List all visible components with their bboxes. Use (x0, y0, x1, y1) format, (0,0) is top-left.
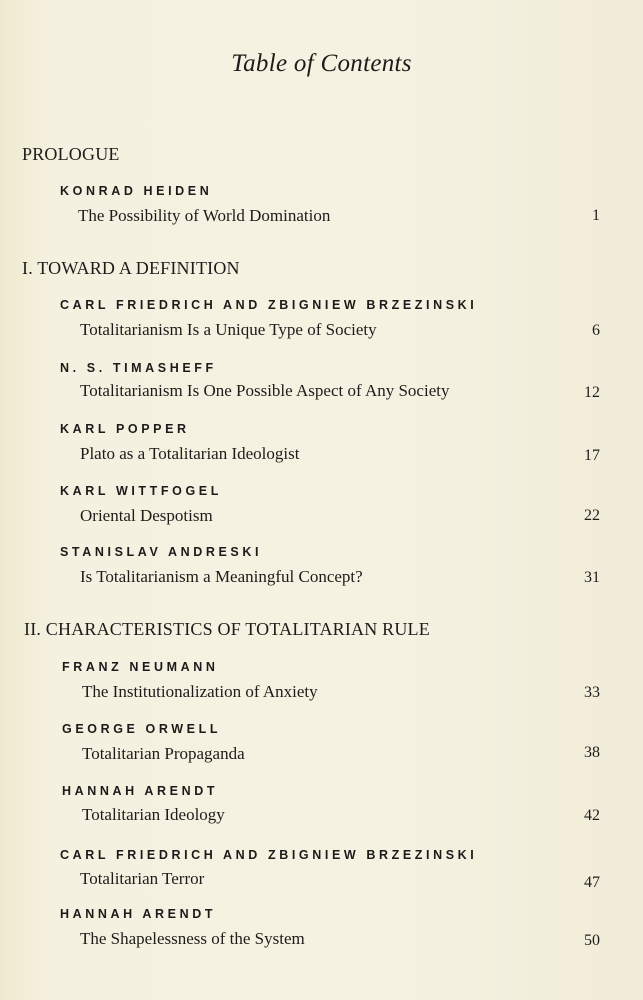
entry-title[interactable]: Totalitarian Ideology (82, 805, 225, 824)
entry-title[interactable]: Totalitarian Terror (80, 869, 205, 888)
entry-author: KARL WITTFOGEL (60, 484, 222, 498)
entry-title[interactable]: Oriental Despotism (80, 506, 213, 525)
entry-author: FRANZ NEUMANN (62, 660, 219, 674)
entry-title[interactable]: Totalitarian Propaganda (82, 744, 245, 763)
entry-author: CARL FRIEDRICH AND ZBIGNIEW BRZEZINSKI (60, 298, 478, 312)
entry-author: STANISLAV ANDRESKI (60, 545, 263, 559)
entry-page-number: 38 (584, 744, 600, 761)
entry-title[interactable]: Totalitarianism Is a Unique Type of Society (80, 320, 377, 339)
entry-author: HANNAH ARENDT (60, 907, 217, 921)
entry-author: CARL FRIEDRICH AND ZBIGNIEW BRZEZINSKI (60, 848, 478, 862)
entry-title[interactable]: The Institutionalization of Anxiety (82, 682, 318, 701)
entry-title[interactable]: Totalitarianism Is One Possible Aspect of Any Society (80, 381, 450, 400)
entry-title[interactable]: The Shapelessness of the System (80, 929, 305, 948)
entry-page-number: 50 (584, 932, 600, 949)
entry-author: KARL POPPER (60, 422, 190, 436)
section-heading-toward-a-definition: I. TOWARD A DEFINITION (22, 258, 240, 278)
entry-author: HANNAH ARENDT (62, 784, 219, 798)
entry-page-number: 17 (584, 447, 600, 464)
section-heading-prologue: PROLOGUE (22, 144, 120, 164)
entry-page-number: 6 (592, 322, 600, 339)
entry-author: GEORGE ORWELL (62, 722, 222, 736)
entry-title[interactable]: Is Totalitarianism a Meaningful Concept? (80, 567, 363, 586)
entry-author: N. S. TIMASHEFF (60, 361, 217, 375)
section-heading-characteristics: II. CHARACTERISTICS OF TOTALITARIAN RULE (24, 619, 430, 639)
entry-page-number: 31 (584, 569, 600, 586)
entry-page-number: 33 (584, 684, 600, 701)
entry-page-number: 1 (592, 207, 600, 224)
entry-page-number: 47 (584, 874, 600, 891)
entry-page-number: 12 (584, 384, 600, 401)
entry-page-number: 22 (584, 507, 600, 524)
entry-title[interactable]: The Possibility of World Domination (78, 206, 331, 225)
entry-page-number: 42 (584, 807, 600, 824)
entry-title[interactable]: Plato as a Totalitarian Ideologist (80, 444, 300, 463)
entry-author: KONRAD HEIDEN (60, 184, 213, 198)
page-title: Table of Contents (231, 50, 412, 77)
